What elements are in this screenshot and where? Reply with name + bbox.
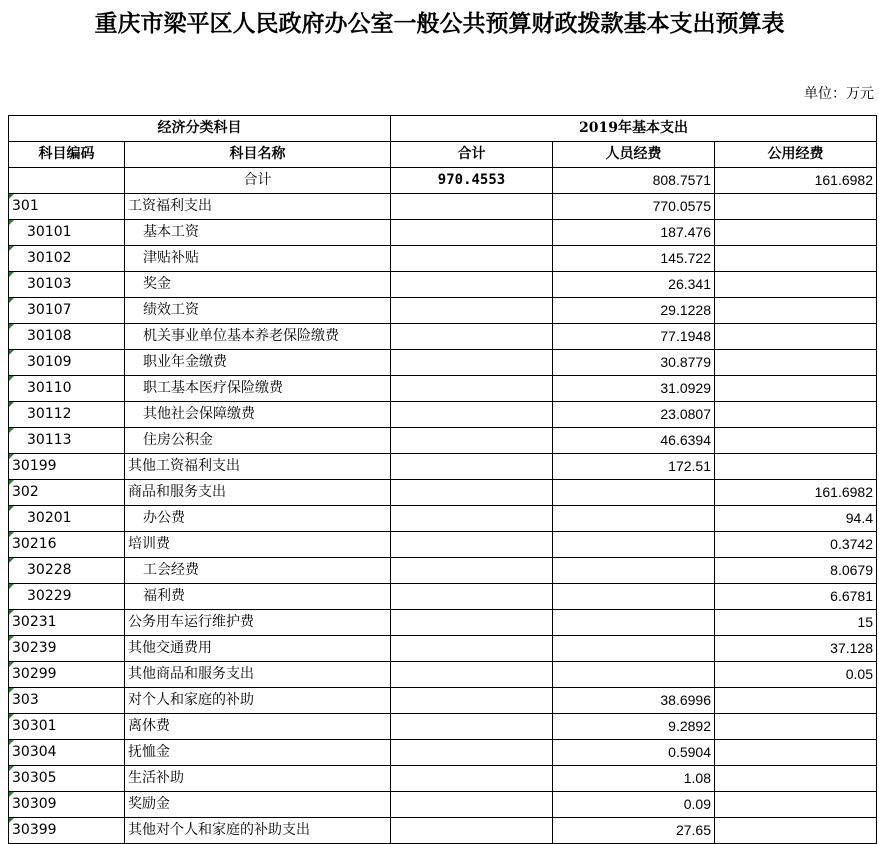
row-public bbox=[715, 350, 877, 376]
table-row bbox=[9, 376, 877, 402]
row-total bbox=[391, 558, 553, 584]
row-code bbox=[9, 194, 125, 220]
table-row bbox=[9, 688, 877, 714]
row-name bbox=[125, 662, 391, 688]
row-code bbox=[9, 246, 125, 272]
row-total bbox=[391, 376, 553, 402]
table-row bbox=[9, 766, 877, 792]
row-code bbox=[9, 740, 125, 766]
row-personnel bbox=[553, 428, 715, 454]
row-code bbox=[9, 662, 125, 688]
row-public-text: 6.6781 bbox=[830, 588, 873, 604]
row-public bbox=[715, 584, 877, 610]
row-code-text: 30109 bbox=[27, 354, 72, 370]
row-name bbox=[125, 194, 391, 220]
row-public bbox=[715, 428, 877, 454]
row-personnel-text: 77.1948 bbox=[660, 328, 711, 344]
row-public bbox=[715, 454, 877, 480]
row-public-text: 37.128 bbox=[830, 640, 873, 656]
row-personnel bbox=[553, 532, 715, 558]
row-public-text: 15 bbox=[857, 614, 873, 630]
table-row bbox=[9, 454, 877, 480]
total-public: 161.6982 bbox=[715, 168, 877, 194]
row-name bbox=[125, 298, 391, 324]
row-name bbox=[125, 818, 391, 844]
row-code bbox=[9, 636, 125, 662]
row-public bbox=[715, 272, 877, 298]
row-code bbox=[9, 480, 125, 506]
row-personnel bbox=[553, 246, 715, 272]
cell-marker-icon bbox=[9, 610, 14, 615]
row-personnel-text: 30.8779 bbox=[660, 354, 711, 370]
row-public bbox=[715, 688, 877, 714]
row-total bbox=[391, 220, 553, 246]
row-total bbox=[391, 662, 553, 688]
row-code-text: 30113 bbox=[27, 432, 72, 448]
row-code bbox=[9, 818, 125, 844]
row-name bbox=[125, 740, 391, 766]
row-name bbox=[125, 610, 391, 636]
row-personnel-text: 187.476 bbox=[660, 224, 711, 240]
row-name bbox=[125, 220, 391, 246]
row-code bbox=[9, 792, 125, 818]
row-total bbox=[391, 194, 553, 220]
unit-label: 单位：万元 bbox=[804, 86, 874, 102]
row-personnel bbox=[553, 714, 715, 740]
row-name bbox=[125, 272, 391, 298]
row-personnel-text: 0.5904 bbox=[668, 744, 711, 760]
row-name bbox=[125, 324, 391, 350]
row-personnel bbox=[553, 636, 715, 662]
row-total bbox=[391, 610, 553, 636]
row-code-text: 30216 bbox=[12, 536, 57, 552]
row-total bbox=[391, 766, 553, 792]
row-personnel-text: 1.08 bbox=[683, 770, 711, 786]
row-code bbox=[9, 558, 125, 584]
row-code-text: 30305 bbox=[12, 770, 57, 786]
row-name-text: 其他社会保障缴费 bbox=[143, 406, 255, 422]
row-total bbox=[391, 740, 553, 766]
row-total bbox=[391, 636, 553, 662]
cell-marker-icon bbox=[9, 558, 14, 563]
row-public bbox=[715, 506, 877, 532]
row-total bbox=[391, 532, 553, 558]
row-name-text: 津贴补贴 bbox=[143, 250, 199, 266]
total-personnel: 808.7571 bbox=[553, 168, 715, 194]
row-name-text: 工会经费 bbox=[143, 562, 199, 578]
row-public bbox=[715, 766, 877, 792]
row-code-text: 30110 bbox=[27, 380, 72, 396]
row-name-text: 生活补助 bbox=[128, 770, 184, 786]
row-name bbox=[125, 584, 391, 610]
cell-marker-icon bbox=[9, 688, 14, 693]
header-public: 公用经费 bbox=[715, 142, 877, 168]
row-name-text: 工资福利支出 bbox=[128, 198, 212, 214]
cell-marker-icon bbox=[9, 636, 14, 641]
cell-marker-icon bbox=[9, 818, 14, 823]
row-personnel-text: 27.65 bbox=[675, 822, 711, 838]
budget-table bbox=[8, 115, 877, 844]
row-name-text: 奖励金 bbox=[128, 796, 170, 812]
row-name bbox=[125, 350, 391, 376]
row-personnel-text: 23.0807 bbox=[660, 406, 711, 422]
row-name-text: 职工基本医疗保险缴费 bbox=[143, 380, 283, 396]
row-code-text: 30108 bbox=[27, 328, 72, 344]
row-total bbox=[391, 454, 553, 480]
row-public bbox=[715, 194, 877, 220]
row-code-text: 30112 bbox=[27, 406, 72, 422]
row-name-text: 绩效工资 bbox=[143, 302, 199, 318]
row-code bbox=[9, 220, 125, 246]
row-code-text: 30299 bbox=[12, 666, 57, 682]
row-personnel bbox=[553, 324, 715, 350]
row-personnel bbox=[553, 272, 715, 298]
row-public bbox=[715, 246, 877, 272]
row-code bbox=[9, 350, 125, 376]
row-public bbox=[715, 714, 877, 740]
row-name-text: 住房公积金 bbox=[143, 432, 213, 448]
row-name bbox=[125, 376, 391, 402]
table-row bbox=[9, 506, 877, 532]
row-public bbox=[715, 740, 877, 766]
cell-marker-icon bbox=[9, 740, 14, 745]
row-code bbox=[9, 584, 125, 610]
cell-marker-icon bbox=[9, 766, 14, 771]
row-name-text: 职业年金缴费 bbox=[143, 354, 227, 370]
row-public bbox=[715, 220, 877, 246]
row-personnel bbox=[553, 402, 715, 428]
row-public-text: 94.4 bbox=[845, 510, 873, 526]
table-row bbox=[9, 324, 877, 350]
row-code-text: 30201 bbox=[27, 510, 72, 526]
table-row bbox=[9, 532, 877, 558]
row-personnel bbox=[553, 298, 715, 324]
row-public bbox=[715, 610, 877, 636]
header-total: 合计 bbox=[391, 142, 553, 168]
row-total bbox=[391, 428, 553, 454]
row-public bbox=[715, 532, 877, 558]
row-total bbox=[391, 480, 553, 506]
row-personnel bbox=[553, 688, 715, 714]
cell-marker-icon bbox=[9, 480, 14, 485]
row-code-text: 30309 bbox=[12, 796, 57, 812]
table-row bbox=[9, 480, 877, 506]
row-name-text: 商品和服务支出 bbox=[128, 484, 226, 500]
row-name bbox=[125, 688, 391, 714]
row-code bbox=[9, 532, 125, 558]
row-personnel bbox=[553, 194, 715, 220]
cell-marker-icon bbox=[9, 350, 14, 355]
row-personnel bbox=[553, 480, 715, 506]
cell-marker-icon bbox=[9, 220, 14, 225]
table-row bbox=[9, 584, 877, 610]
row-code-text: 30103 bbox=[27, 276, 72, 292]
row-personnel bbox=[553, 740, 715, 766]
row-code-text: 30229 bbox=[27, 588, 72, 604]
row-personnel-text: 31.0929 bbox=[660, 380, 711, 396]
row-code bbox=[9, 402, 125, 428]
row-name-text: 机关事业单位基本养老保险缴费 bbox=[143, 328, 339, 344]
row-total bbox=[391, 584, 553, 610]
table-row bbox=[9, 662, 877, 688]
row-name bbox=[125, 636, 391, 662]
total-code-cell bbox=[9, 168, 125, 194]
row-code-text: 301 bbox=[12, 198, 39, 214]
header-column-row bbox=[9, 142, 877, 168]
row-code-text: 30107 bbox=[27, 302, 72, 318]
cell-marker-icon bbox=[9, 194, 14, 199]
row-code-text: 30101 bbox=[27, 224, 72, 240]
row-name bbox=[125, 792, 391, 818]
cell-marker-icon bbox=[9, 272, 14, 277]
row-name-text: 办公费 bbox=[143, 510, 185, 526]
row-public bbox=[715, 402, 877, 428]
row-personnel bbox=[553, 662, 715, 688]
row-name-text: 培训费 bbox=[128, 536, 170, 552]
row-public bbox=[715, 818, 877, 844]
cell-marker-icon bbox=[9, 584, 14, 589]
row-name-text: 抚恤金 bbox=[128, 744, 170, 760]
row-public bbox=[715, 376, 877, 402]
row-code bbox=[9, 428, 125, 454]
row-name bbox=[125, 402, 391, 428]
row-name bbox=[125, 454, 391, 480]
row-name-text: 其他商品和服务支出 bbox=[128, 666, 254, 682]
row-code-text: 30102 bbox=[27, 250, 72, 266]
row-name bbox=[125, 506, 391, 532]
total-row bbox=[9, 168, 877, 194]
cell-marker-icon bbox=[9, 402, 14, 407]
row-personnel bbox=[553, 792, 715, 818]
row-code bbox=[9, 454, 125, 480]
cell-marker-icon bbox=[9, 376, 14, 381]
row-public bbox=[715, 636, 877, 662]
row-name-text: 离休费 bbox=[128, 718, 170, 734]
row-total bbox=[391, 246, 553, 272]
page-title: 重庆市梁平区人民政府办公室一般公共预算财政拨款基本支出预算表 bbox=[94, 10, 785, 37]
row-public bbox=[715, 558, 877, 584]
cell-marker-icon bbox=[9, 662, 14, 667]
table-row bbox=[9, 792, 877, 818]
table-row bbox=[9, 610, 877, 636]
header-name: 科目名称 bbox=[125, 142, 391, 168]
table-row bbox=[9, 194, 877, 220]
row-personnel bbox=[553, 584, 715, 610]
row-total bbox=[391, 818, 553, 844]
cell-marker-icon bbox=[9, 714, 14, 719]
row-total bbox=[391, 714, 553, 740]
row-name-text: 其他工资福利支出 bbox=[128, 458, 240, 474]
row-code-text: 30399 bbox=[12, 822, 57, 838]
row-name-text: 基本工资 bbox=[143, 224, 199, 240]
header-group-row bbox=[9, 116, 877, 142]
row-code bbox=[9, 506, 125, 532]
row-personnel bbox=[553, 766, 715, 792]
row-personnel-text: 38.6996 bbox=[660, 692, 711, 708]
table-row bbox=[9, 402, 877, 428]
row-personnel bbox=[553, 818, 715, 844]
row-name bbox=[125, 246, 391, 272]
row-total bbox=[391, 688, 553, 714]
row-personnel bbox=[553, 506, 715, 532]
cell-marker-icon bbox=[9, 324, 14, 329]
row-personnel bbox=[553, 376, 715, 402]
table-row bbox=[9, 220, 877, 246]
row-name bbox=[125, 558, 391, 584]
row-personnel bbox=[553, 454, 715, 480]
row-code-text: 303 bbox=[12, 692, 39, 708]
row-public-text: 161.6982 bbox=[814, 484, 873, 500]
cell-marker-icon bbox=[9, 246, 14, 251]
row-total bbox=[391, 324, 553, 350]
cell-marker-icon bbox=[9, 532, 14, 537]
row-code bbox=[9, 714, 125, 740]
row-personnel-text: 172.51 bbox=[668, 458, 711, 474]
row-code-text: 302 bbox=[12, 484, 39, 500]
table-row bbox=[9, 246, 877, 272]
row-code-text: 30304 bbox=[12, 744, 57, 760]
row-name bbox=[125, 428, 391, 454]
row-name bbox=[125, 532, 391, 558]
row-personnel-text: 9.2892 bbox=[668, 718, 711, 734]
row-public bbox=[715, 480, 877, 506]
row-total bbox=[391, 402, 553, 428]
row-name bbox=[125, 480, 391, 506]
row-total bbox=[391, 298, 553, 324]
row-code-text: 30228 bbox=[27, 562, 72, 578]
row-name-text: 其他对个人和家庭的补助支出 bbox=[128, 822, 310, 838]
row-public bbox=[715, 324, 877, 350]
row-personnel-text: 145.722 bbox=[660, 250, 711, 266]
row-public bbox=[715, 662, 877, 688]
row-name bbox=[125, 766, 391, 792]
row-personnel-text: 770.0575 bbox=[652, 198, 711, 214]
table-row bbox=[9, 818, 877, 844]
row-public-text: 0.05 bbox=[845, 666, 873, 682]
row-personnel-text: 0.09 bbox=[683, 796, 711, 812]
row-personnel bbox=[553, 220, 715, 246]
row-personnel bbox=[553, 350, 715, 376]
cell-marker-icon bbox=[9, 428, 14, 433]
header-group-basic-expenditure: 2019年基本支出 bbox=[391, 116, 877, 142]
row-code bbox=[9, 610, 125, 636]
row-name bbox=[125, 714, 391, 740]
row-code bbox=[9, 376, 125, 402]
table-row bbox=[9, 272, 877, 298]
table-row bbox=[9, 350, 877, 376]
row-public-text: 8.0679 bbox=[830, 562, 873, 578]
row-code-text: 30239 bbox=[12, 640, 57, 656]
header-group-classification: 经济分类科目 bbox=[9, 116, 391, 142]
row-total bbox=[391, 792, 553, 818]
table-row bbox=[9, 298, 877, 324]
row-personnel-text: 26.341 bbox=[668, 276, 711, 292]
total-label: 合计 bbox=[125, 168, 391, 194]
row-name-text: 福利费 bbox=[143, 588, 185, 604]
row-code bbox=[9, 298, 125, 324]
row-code bbox=[9, 324, 125, 350]
cell-marker-icon bbox=[9, 298, 14, 303]
row-personnel bbox=[553, 610, 715, 636]
row-total bbox=[391, 506, 553, 532]
row-name-text: 公务用车运行维护费 bbox=[128, 614, 254, 630]
table-row bbox=[9, 428, 877, 454]
row-public bbox=[715, 298, 877, 324]
cell-marker-icon bbox=[9, 506, 14, 511]
row-total bbox=[391, 350, 553, 376]
table-row bbox=[9, 714, 877, 740]
row-personnel bbox=[553, 558, 715, 584]
cell-marker-icon bbox=[9, 454, 14, 459]
table-row bbox=[9, 558, 877, 584]
table-row bbox=[9, 636, 877, 662]
row-name-text: 其他交通费用 bbox=[128, 640, 212, 656]
row-personnel-text: 29.1228 bbox=[660, 302, 711, 318]
table-row bbox=[9, 740, 877, 766]
row-code bbox=[9, 766, 125, 792]
header-personnel: 人员经费 bbox=[553, 142, 715, 168]
row-name-text: 对个人和家庭的补助 bbox=[128, 692, 254, 708]
row-code bbox=[9, 688, 125, 714]
row-total bbox=[391, 272, 553, 298]
row-public bbox=[715, 792, 877, 818]
row-code bbox=[9, 272, 125, 298]
row-public-text: 0.3742 bbox=[830, 536, 873, 552]
header-code: 科目编码 bbox=[9, 142, 125, 168]
row-code-text: 30301 bbox=[12, 718, 57, 734]
row-name-text: 奖金 bbox=[143, 276, 171, 292]
row-code-text: 30231 bbox=[12, 614, 57, 630]
row-personnel-text: 46.6394 bbox=[660, 432, 711, 448]
total-total: 970.4553 bbox=[391, 168, 553, 194]
row-code-text: 30199 bbox=[12, 458, 57, 474]
cell-marker-icon bbox=[9, 792, 14, 797]
